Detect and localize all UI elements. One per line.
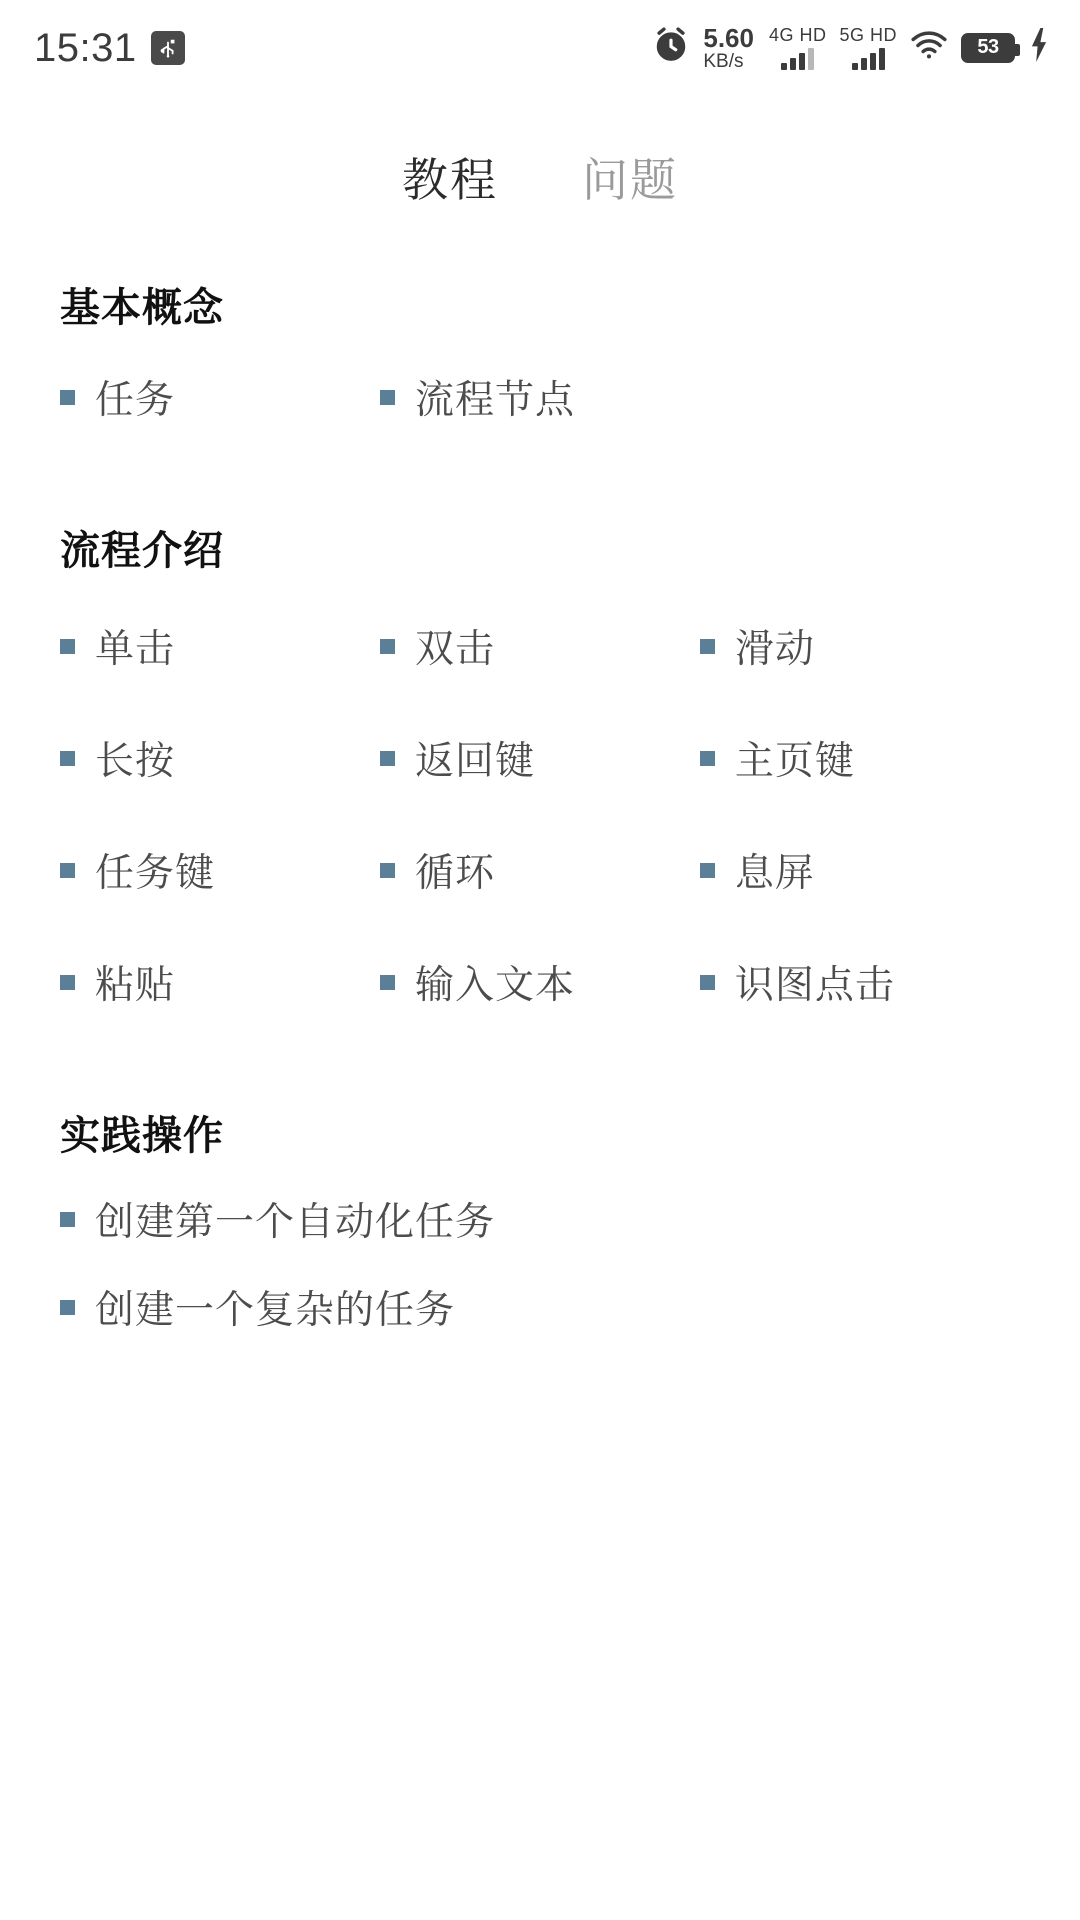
flow-intro-list — [60, 590, 1020, 1038]
status-bar — [0, 0, 1080, 96]
list-item[interactable] — [60, 814, 380, 926]
list-item-label: 输入文本 — [414, 964, 575, 1007]
section-title-basic-concepts: 基本概念 — [60, 286, 224, 330]
wifi-icon — [910, 30, 948, 65]
usb-debug-icon — [151, 31, 185, 65]
list-item[interactable] — [380, 926, 700, 1038]
section-practice — [60, 1104, 1020, 1351]
list-item[interactable] — [60, 1263, 1020, 1351]
tab-bar — [0, 96, 1080, 224]
status-clock: 15:31 — [34, 25, 137, 70]
list-item-label: 粘贴 — [95, 964, 176, 1007]
list-item[interactable] — [60, 590, 380, 702]
list-item[interactable] — [380, 347, 700, 447]
alarm-clock-icon — [652, 26, 690, 69]
list-item-label: 流程节点 — [414, 379, 575, 422]
list-item[interactable] — [700, 590, 1020, 702]
section-title-practice: 实践操作 — [60, 1114, 224, 1158]
list-item[interactable] — [380, 814, 700, 926]
bullet-icon — [60, 1300, 75, 1315]
sim2-bars — [852, 48, 885, 70]
list-item[interactable] — [700, 814, 1020, 926]
bullet-icon — [380, 390, 395, 405]
list-item-label: 双击 — [414, 628, 495, 671]
bullet-icon — [60, 390, 75, 405]
sim1-label: 4G HD — [768, 25, 827, 46]
list-item-label: 主页键 — [734, 740, 855, 783]
battery-indicator — [961, 33, 1015, 63]
list-item-label: 息屏 — [734, 852, 815, 895]
sim1-signal — [769, 25, 827, 70]
section-basic-concepts — [60, 276, 1020, 447]
tab-questions[interactable]: 问题 — [582, 154, 678, 206]
list-item-label: 创建第一个自动化任务 — [95, 1201, 496, 1244]
section-flow-intro — [60, 519, 1020, 1038]
bullet-icon — [700, 863, 715, 878]
list-item[interactable] — [380, 702, 700, 814]
list-item-label: 返回键 — [414, 740, 535, 783]
network-speed-value: 5.60 — [703, 23, 754, 54]
bullet-icon — [380, 975, 395, 990]
sim2-signal — [839, 25, 897, 70]
list-item[interactable] — [60, 926, 380, 1038]
list-item-label: 任务 — [95, 379, 176, 422]
status-bar-right — [652, 25, 1050, 71]
sim2-label: 5G HD — [839, 25, 897, 46]
bullet-icon — [60, 975, 75, 990]
list-item[interactable] — [60, 347, 380, 447]
practice-list — [60, 1175, 1020, 1351]
list-item[interactable] — [700, 926, 1020, 1038]
bullet-icon — [380, 751, 395, 766]
bullet-icon — [380, 639, 395, 654]
bullet-icon — [700, 751, 715, 766]
list-item[interactable] — [60, 702, 380, 814]
list-item-label: 单击 — [95, 628, 176, 671]
list-item-label: 创建一个复杂的任务 — [95, 1289, 456, 1332]
bullet-icon — [60, 863, 75, 878]
battery-level: 53 — [977, 36, 999, 59]
list-item-label: 识图点击 — [734, 964, 895, 1007]
list-item-label: 任务键 — [95, 852, 216, 895]
bullet-icon — [700, 639, 715, 654]
list-item-label: 长按 — [95, 740, 176, 783]
sim1-bars — [781, 48, 814, 70]
bullet-icon — [60, 1212, 75, 1227]
lightning-bolt-icon — [1028, 28, 1050, 67]
status-bar-left — [34, 26, 185, 71]
tab-tutorial[interactable]: 教程 — [402, 154, 498, 206]
network-speed-unit: KB/s — [703, 50, 744, 72]
list-item[interactable] — [380, 590, 700, 702]
section-title-flow-intro: 流程介绍 — [60, 529, 224, 573]
list-item[interactable] — [700, 702, 1020, 814]
basic-concepts-list — [60, 347, 1020, 447]
bullet-icon — [380, 863, 395, 878]
list-item-label: 滑动 — [734, 628, 815, 671]
tutorial-content — [0, 276, 1080, 1351]
network-speed — [703, 25, 754, 71]
bullet-icon — [60, 639, 75, 654]
bullet-icon — [700, 975, 715, 990]
list-item[interactable] — [60, 1175, 1020, 1263]
list-item-label: 循环 — [414, 852, 495, 895]
bullet-icon — [60, 751, 75, 766]
